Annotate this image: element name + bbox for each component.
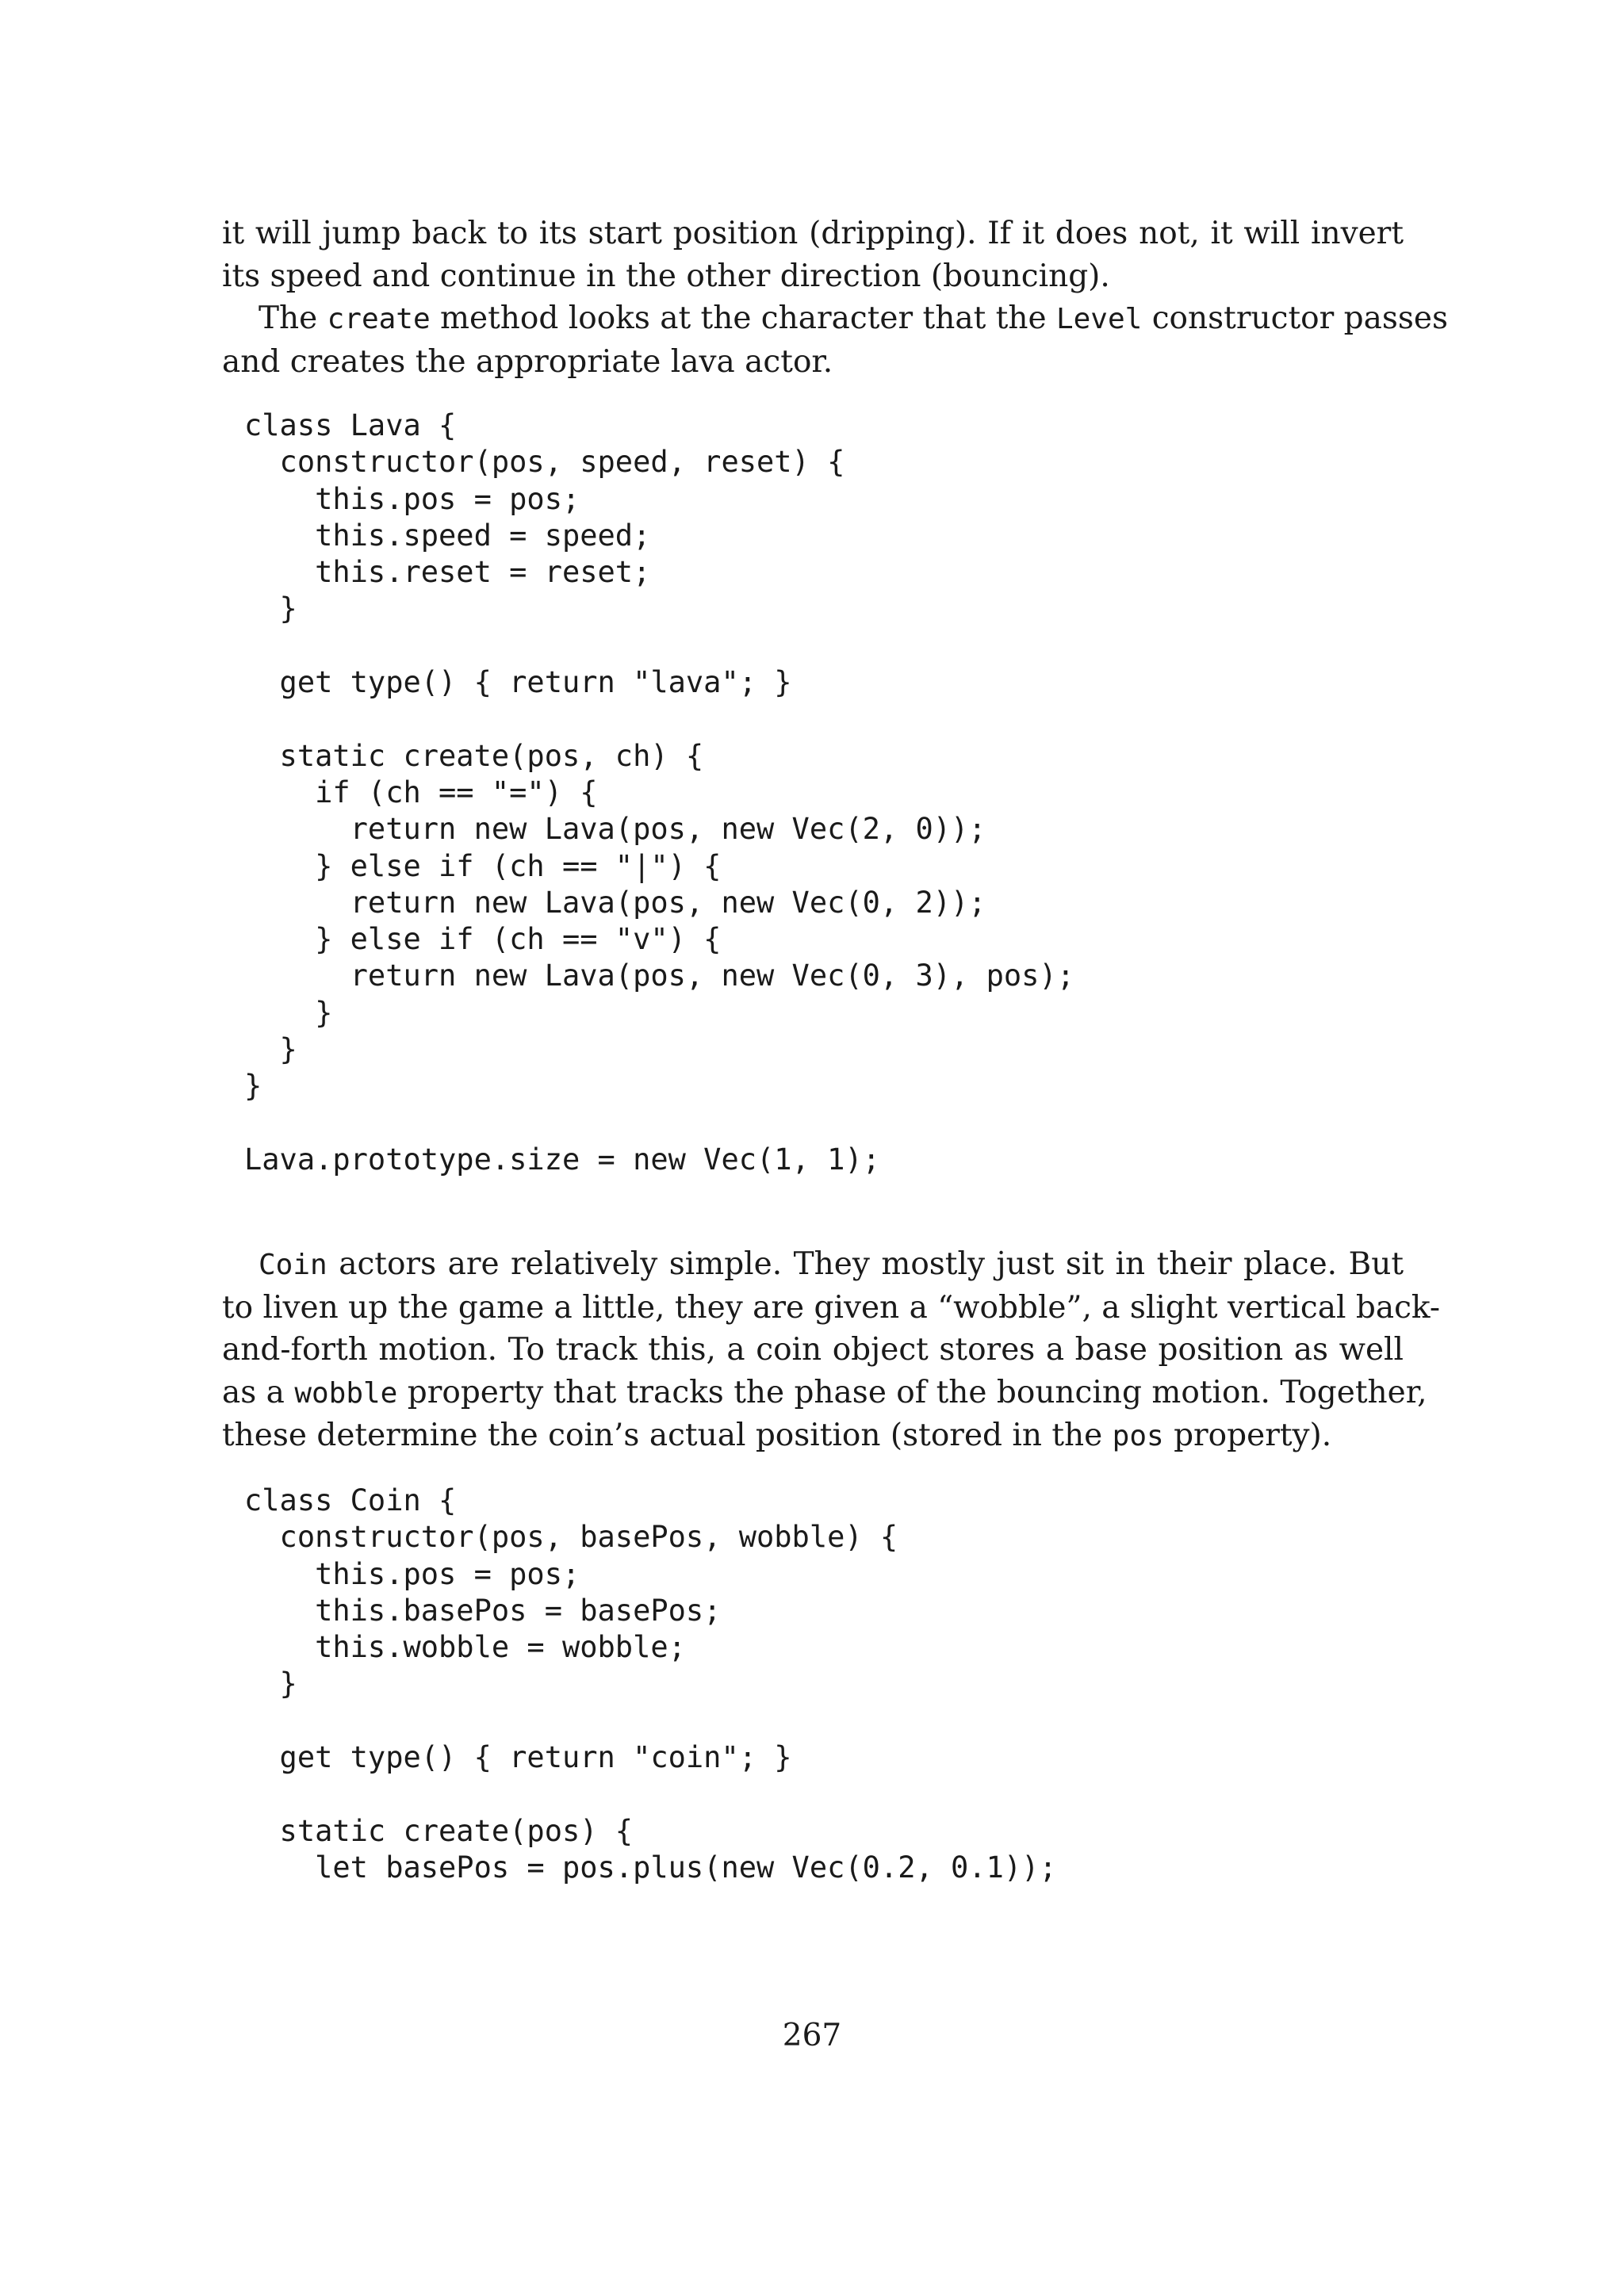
code-block-lava [244, 408, 1074, 1178]
code-line: static create(pos) { [244, 1813, 634, 1848]
text-line: its speed and continue in the other direction (bouncing). [222, 258, 1110, 294]
code-line [244, 628, 1074, 664]
paragraph-create-method [222, 297, 1448, 383]
text-line [222, 297, 1448, 341]
code-line: constructor(pos, speed, reset) { [244, 445, 845, 480]
text-span: method looks at the character that the [430, 300, 1056, 336]
text-line [222, 1372, 1427, 1415]
text-span: as a [222, 1374, 295, 1410]
text-span: these determine the coin’s actual position (stored in the [222, 1418, 1113, 1453]
code-line [244, 1105, 1074, 1142]
code-line: get type() { return "lava"; } [244, 665, 792, 700]
code-line: if (ch == "=") { [244, 775, 598, 809]
code-line [244, 701, 1074, 737]
code-line: } [244, 591, 297, 626]
text-line: to liven up the game a little, they are given a “wobble”, a slight vertical back- [222, 1289, 1441, 1326]
code-line [244, 1703, 1057, 1739]
code-line: let basePos = pos.plus(new Vec(0.2, 0.1)); [244, 1850, 1057, 1885]
code-line: } else if (ch == "v") { [244, 922, 722, 957]
code-line: Lava.prototype.size = new Vec(1, 1); [244, 1142, 880, 1177]
inline-code: pos [1112, 1420, 1164, 1452]
code-line: this.wobble = wobble; [244, 1630, 686, 1665]
text-line [222, 1414, 1404, 1458]
code-line: class Coin { [244, 1483, 457, 1517]
text-span: The [259, 300, 327, 336]
inline-code: Level [1055, 303, 1143, 335]
code-line: static create(pos, ch) { [244, 738, 704, 773]
code-line: } [244, 1667, 297, 1701]
code-block-coin [244, 1483, 1057, 1886]
text-span: constructor passes [1142, 300, 1448, 336]
inline-code: create [327, 303, 431, 335]
code-line: this.reset = reset; [244, 555, 651, 590]
code-line: return new Lava(pos, new Vec(0, 2)); [244, 885, 986, 920]
code-line: return new Lava(pos, new Vec(2, 0)); [244, 812, 986, 847]
text-line [222, 1243, 1404, 1287]
inline-code: Coin [259, 1249, 327, 1281]
paragraph-coin-actors [222, 1243, 1441, 1458]
text-span: property). [1163, 1418, 1332, 1453]
code-line: } else if (ch == "|") { [244, 848, 722, 883]
text-span: property that tracks the phase of the bouncing motion. Together, [397, 1374, 1427, 1410]
code-line [244, 1776, 1057, 1812]
code-line: } [244, 1069, 262, 1104]
code-line: } [244, 1032, 297, 1067]
code-line: this.pos = pos; [244, 1556, 580, 1591]
code-line: return new Lava(pos, new Vec(0, 3), pos); [244, 959, 1074, 993]
text-line: and-forth motion. To track this, a coin object stores a base position as well [222, 1332, 1404, 1368]
text-line: it will jump back to its start position (dripping). If it does not, it will invert [222, 216, 1404, 251]
code-line: this.speed = speed; [244, 518, 651, 553]
text-span: actors are relatively simple. They mostly just sit in their place. But [327, 1246, 1404, 1282]
code-line: this.pos = pos; [244, 481, 580, 516]
inline-code: wobble [294, 1376, 398, 1410]
code-line: this.basePos = basePos; [244, 1593, 722, 1628]
code-line: class Lava { [244, 408, 457, 442]
code-line: get type() { return "coin"; } [244, 1740, 792, 1775]
paragraph-lava-behavior [222, 212, 1404, 297]
text-line: and creates the appropriate lava actor. [222, 343, 833, 380]
code-line: constructor(pos, basePos, wobble) { [244, 1520, 898, 1555]
page-number: 267 [782, 2018, 842, 2053]
code-line: } [244, 995, 333, 1030]
